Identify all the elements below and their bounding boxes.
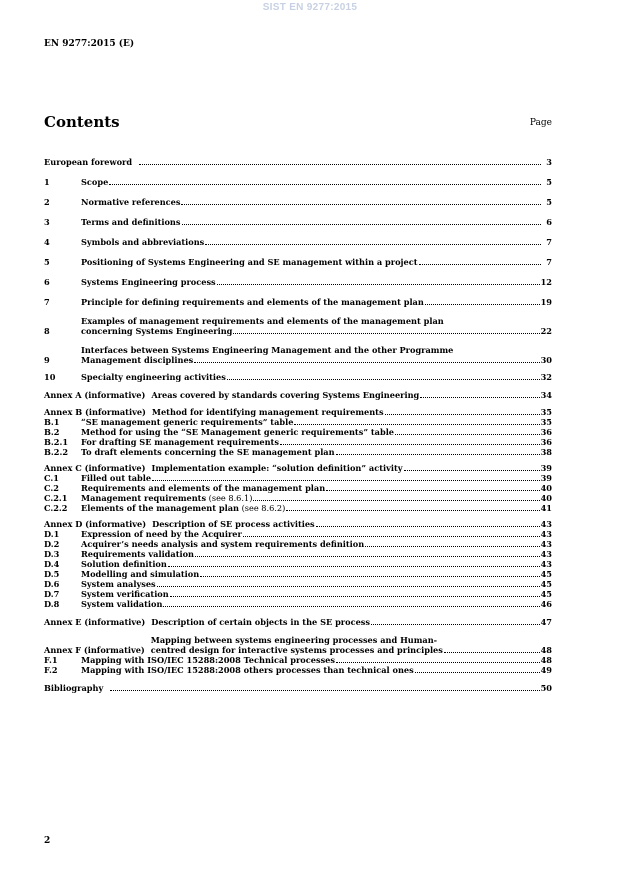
toc-entry-reference: (see 8.6.2) — [238, 503, 286, 513]
toc-entry-title: Filled out table — [81, 473, 152, 483]
toc-entry-title: Mapping between systems engineering processes and Human- — [150, 635, 438, 645]
toc-entry-number: Annex D (informative) — [44, 519, 147, 529]
toc-entry-number: C.1 — [44, 473, 59, 483]
dot-leader — [205, 244, 541, 245]
toc-entry-page: 46 — [540, 599, 552, 609]
toc-entry[interactable] — [44, 655, 552, 665]
dot-leader — [425, 304, 540, 305]
toc-entry-title: To draft elements concerning the SE management plan — [81, 447, 335, 457]
toc-entry[interactable] — [44, 297, 552, 307]
table-of-contents — [44, 153, 552, 693]
dot-leader — [243, 536, 540, 537]
toc-entry-page: 45 — [540, 589, 552, 599]
toc-entry[interactable] — [44, 237, 552, 247]
toc-entry-page: 43 — [540, 549, 552, 559]
toc-entry-number: Bibliography — [44, 683, 104, 693]
toc-entry-page: 6 — [546, 217, 552, 227]
dot-leader — [227, 379, 540, 380]
toc-entry-number: D.8 — [44, 599, 60, 609]
dot-leader — [139, 164, 541, 165]
toc-entry[interactable] — [44, 447, 552, 457]
toc-entry[interactable] — [44, 257, 552, 267]
toc-entry-page: 40 — [540, 483, 552, 493]
toc-entry-number: Annex F (informative) — [44, 645, 145, 655]
toc-entry[interactable] — [44, 599, 552, 609]
toc-entry-number: D.7 — [44, 589, 60, 599]
page-number: 2 — [44, 836, 51, 846]
toc-entry-title: concerning Systems Engineering — [81, 326, 233, 336]
toc-entry-number: D.5 — [44, 569, 60, 579]
toc-entry-title: Elements of the management plan — [81, 503, 239, 513]
toc-entry-title: Description of certain objects in the SE process — [151, 617, 370, 627]
toc-entry-number: 6 — [44, 277, 50, 287]
dot-leader — [385, 414, 540, 415]
dot-leader — [163, 606, 539, 607]
dot-leader — [415, 672, 540, 673]
toc-entry-page: 47 — [540, 617, 552, 627]
toc-entry-title: Scope — [81, 177, 109, 187]
toc-entry-number: 2 — [44, 197, 50, 207]
toc-entry-page: 45 — [540, 569, 552, 579]
toc-entry-number: B.2.1 — [44, 437, 69, 447]
toc-entry-number: Annex C (informative) — [44, 463, 146, 473]
toc-entry-page: 43 — [540, 539, 552, 549]
dot-leader — [294, 424, 539, 425]
dot-leader — [170, 596, 540, 597]
toc-entry-title: Positioning of Systems Engineering and SE management within a project — [81, 257, 418, 267]
toc-entry[interactable] — [44, 539, 552, 549]
toc-entry-page: 48 — [540, 655, 552, 665]
toc-entry-number: 4 — [44, 237, 50, 247]
toc-entry[interactable] — [44, 529, 552, 539]
dot-leader — [336, 662, 540, 663]
dot-leader — [168, 566, 540, 567]
toc-entry-title: For drafting SE management requirements — [81, 437, 279, 447]
toc-entry-page: 3 — [546, 157, 552, 167]
toc-entry-number: B.2.2 — [44, 447, 69, 457]
toc-entry-page: 40 — [540, 493, 552, 503]
toc-entry-reference: (see 8.6.1) — [206, 493, 253, 503]
dot-leader — [217, 284, 540, 285]
toc-entry-title: Specialty engineering activities — [81, 372, 226, 382]
toc-entry-page: 36 — [540, 437, 552, 447]
toc-entry-page: 39 — [540, 463, 552, 473]
toc-entry-page: 38 — [540, 447, 552, 457]
dot-leader — [365, 546, 539, 547]
toc-entry-title: Terms and definitions — [81, 217, 181, 227]
watermark: SIST EN 9277:2015 — [262, 2, 358, 13]
dot-leader — [181, 204, 541, 205]
toc-entry[interactable] — [44, 427, 552, 437]
toc-entry-title: Method for identifying management requirements — [151, 407, 384, 417]
toc-entry[interactable] — [44, 177, 552, 187]
dot-leader — [152, 480, 539, 481]
dot-leader — [110, 690, 539, 691]
toc-entry-title: “SE management generic requirements” table — [81, 417, 294, 427]
toc-entry[interactable] — [44, 483, 552, 493]
dot-leader — [233, 333, 539, 334]
toc-entry[interactable] — [44, 549, 552, 559]
toc-entry[interactable] — [44, 493, 552, 503]
toc-entry-number: D.2 — [44, 539, 60, 549]
toc-entry-title: Examples of management requirements and elements of the management plan — [81, 316, 444, 326]
toc-entry-number: Annex A (informative) — [44, 390, 146, 400]
toc-entry-number: F.2 — [44, 665, 58, 675]
toc-entry-number: B.2 — [44, 427, 60, 437]
toc-entry-title: Method for using the “SE Management generic requirements” table — [81, 427, 395, 437]
toc-entry[interactable] — [44, 463, 552, 473]
toc-entry-title: Modelling and simulation — [81, 569, 200, 579]
toc-entry-number: 7 — [44, 297, 50, 307]
toc-entry-number: C.2 — [44, 483, 59, 493]
toc-entry[interactable] — [44, 683, 552, 693]
toc-entry-title: Requirements and elements of the management plan — [81, 483, 326, 493]
toc-entry[interactable] — [44, 559, 552, 569]
document-identifier: EN 9277:2015 (E) — [44, 39, 135, 49]
toc-entry-page: 41 — [540, 503, 552, 513]
toc-entry-page: 50 — [540, 683, 552, 693]
toc-entry-number: Annex B (informative) — [44, 407, 146, 417]
toc-entry-page: 43 — [540, 519, 552, 529]
toc-entry[interactable] — [44, 316, 552, 336]
toc-entry[interactable] — [44, 589, 552, 599]
toc-entry-title: Solution definition — [81, 559, 167, 569]
toc-entry-title: Management requirements — [81, 493, 207, 503]
toc-entry[interactable] — [44, 277, 552, 287]
dot-leader — [157, 586, 540, 587]
dot-leader — [200, 576, 539, 577]
dot-leader — [109, 184, 541, 185]
toc-entry-page: 7 — [546, 237, 552, 247]
toc-entry-page: 35 — [540, 407, 552, 417]
toc-entry[interactable] — [44, 372, 552, 382]
dot-leader — [182, 224, 542, 225]
toc-entry-page: 35 — [540, 417, 552, 427]
toc-entry-page: 34 — [540, 390, 552, 400]
toc-entry-page: 36 — [540, 427, 552, 437]
toc-entry-number: D.1 — [44, 529, 60, 539]
toc-entry-title: Expression of need by the Acquirer — [81, 529, 242, 539]
toc-entry[interactable] — [44, 390, 552, 400]
toc-entry-page: 5 — [546, 197, 552, 207]
toc-entry-title: Description of SE process activities — [152, 519, 315, 529]
toc-entry-title: Mapping with ISO/IEC 15288:2008 others processes than technical ones — [81, 665, 414, 675]
toc-entry-number: 10 — [44, 372, 56, 382]
toc-entry-page: 39 — [540, 473, 552, 483]
toc-entry-title: Systems Engineering process — [81, 277, 216, 287]
dot-leader — [419, 264, 542, 265]
toc-entry-title: Implementation example: “solution definition” activity — [151, 463, 403, 473]
toc-entry-title: Requirements validation — [81, 549, 195, 559]
toc-entry-title: centred design for interactive systems processes and principles — [150, 645, 443, 655]
toc-entry[interactable] — [44, 503, 552, 513]
toc-entry-number: B.1 — [44, 417, 60, 427]
toc-entry-page: 7 — [546, 257, 552, 267]
toc-entry-number: D.4 — [44, 559, 60, 569]
dot-leader — [253, 500, 539, 501]
toc-entry-number: Annex E (informative) — [44, 617, 146, 627]
toc-entry-number: F.1 — [44, 655, 58, 665]
dot-leader — [280, 444, 540, 445]
toc-entry[interactable] — [44, 417, 552, 427]
toc-entry[interactable] — [44, 579, 552, 589]
toc-entry-number: 8 — [44, 326, 50, 336]
dot-leader — [316, 526, 540, 527]
toc-entry[interactable] — [44, 197, 552, 207]
toc-entry-page: 45 — [540, 579, 552, 589]
toc-entry-page: 12 — [540, 277, 552, 287]
toc-entry-number: 5 — [44, 257, 50, 267]
toc-entry-page: 5 — [546, 177, 552, 187]
toc-entry-number: 1 — [44, 177, 50, 187]
toc-entry-title: Normative references — [81, 197, 181, 207]
toc-entry-title: Acquirer’s needs analysis and system requirements definition — [81, 539, 365, 549]
toc-entry[interactable] — [44, 617, 552, 627]
toc-entry-title: System analyses — [81, 579, 156, 589]
toc-entry-page: 49 — [540, 665, 552, 675]
dot-leader — [286, 510, 539, 511]
toc-entry[interactable] — [44, 569, 552, 579]
dot-leader — [326, 490, 539, 491]
toc-entry-title: Symbols and abbreviations — [81, 237, 205, 247]
toc-entry-title: Areas covered by standards covering Systems Engineering — [151, 390, 420, 400]
toc-entry-title: System validation — [81, 599, 163, 609]
toc-entry[interactable] — [44, 437, 552, 447]
toc-entry[interactable] — [44, 473, 552, 483]
toc-entry-title: Principle for defining requirements and elements of the management plan — [81, 297, 424, 307]
toc-entry-number: C.2.1 — [44, 493, 68, 503]
toc-entry-page: 32 — [540, 372, 552, 382]
toc-entry[interactable] — [44, 345, 552, 365]
dot-leader — [404, 470, 540, 471]
toc-entry-title: System verification — [81, 589, 169, 599]
dot-leader — [194, 362, 539, 363]
toc-entry-number: European foreword — [44, 157, 133, 167]
toc-entry[interactable] — [44, 157, 552, 167]
toc-entry-title: Management disciplines — [81, 355, 194, 365]
toc-entry-title: Interfaces between Systems Engineering Management and the other Programme — [81, 345, 454, 355]
toc-entry-number: 9 — [44, 355, 50, 365]
page-column-label: Page — [529, 118, 552, 128]
toc-entry-page: 43 — [540, 559, 552, 569]
dot-leader — [444, 652, 540, 653]
dot-leader — [420, 397, 539, 398]
toc-entry[interactable] — [44, 519, 552, 529]
toc-entry-number: 3 — [44, 217, 50, 227]
toc-entry-title: Mapping with ISO/IEC 15288:2008 Technical processes — [81, 655, 335, 665]
dot-leader — [195, 556, 540, 557]
toc-entry[interactable] — [44, 635, 552, 655]
toc-entry-page: 22 — [540, 326, 552, 336]
toc-entry-number: D.3 — [44, 549, 60, 559]
toc-entry[interactable] — [44, 407, 552, 417]
toc-entry-page: 19 — [540, 297, 552, 307]
dot-leader — [371, 624, 540, 625]
toc-entry-number: D.6 — [44, 579, 60, 589]
dot-leader — [336, 454, 540, 455]
toc-entry-page: 30 — [540, 355, 552, 365]
toc-entry-page: 43 — [540, 529, 552, 539]
toc-entry[interactable] — [44, 217, 552, 227]
contents-heading: Contents — [44, 113, 120, 131]
toc-entry[interactable] — [44, 665, 552, 675]
toc-entry-number: C.2.2 — [44, 503, 68, 513]
toc-entry-page: 48 — [540, 645, 552, 655]
dot-leader — [395, 434, 540, 435]
